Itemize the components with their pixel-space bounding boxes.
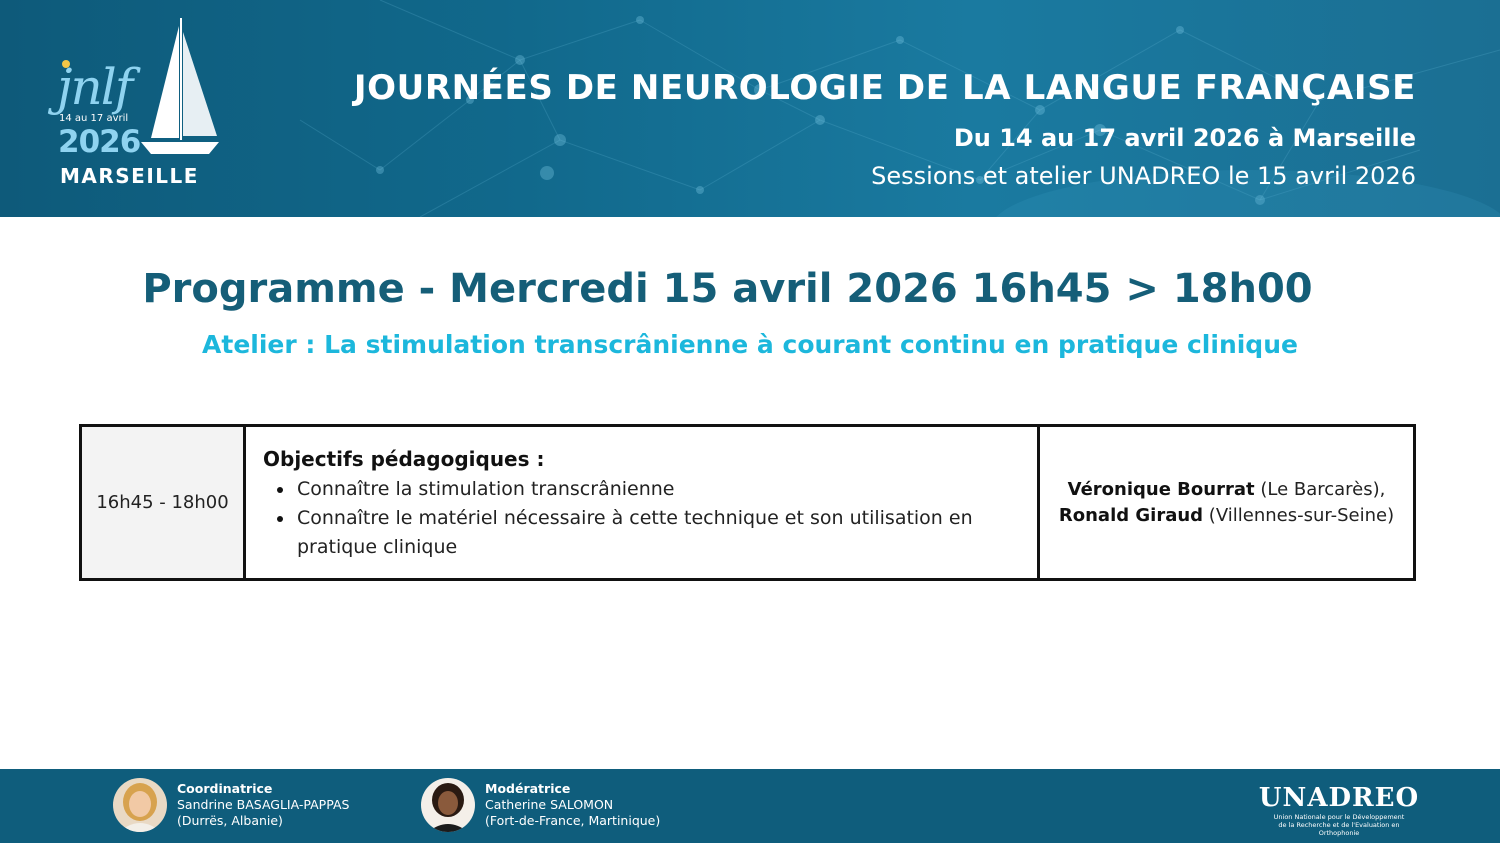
coordinator-place: (Durrës, Albanie) (177, 813, 283, 828)
objectives-list (263, 475, 1037, 562)
coordinator-block (113, 777, 349, 833)
unadreo-logo (1258, 783, 1420, 837)
speaker-name: Ronald Giraud (1058, 504, 1204, 526)
avatar (421, 778, 475, 832)
moderator-role: Modératrice (485, 781, 571, 796)
objective-item: Connaître le matériel nécessaire à cette technique et son utilisation en pratique clinique (275, 504, 1015, 562)
moderator-block (421, 777, 660, 833)
avatar (113, 778, 167, 832)
programme-title: Programme - Mercredi 15 avril 2026 16h45 > 18h00 (142, 266, 1313, 312)
sailboat-icon (139, 18, 221, 160)
event-dates: Du 14 au 17 avril 2026 à Marseille (953, 124, 1416, 152)
org-name: UNADREO (1258, 783, 1420, 813)
logo-city: MARSEILLE (60, 164, 199, 188)
logo-year: 2026 (58, 124, 141, 160)
footer-bar (0, 769, 1500, 843)
objectives-cell (246, 427, 1040, 578)
time-slot: 16h45 - 18h00 (96, 492, 229, 513)
event-title: JOURNÉES DE NEUROLOGIE DE LA LANGUE FRANÇAISE (353, 68, 1416, 108)
speaker-place: (Villennes-sur-Seine) (1208, 504, 1395, 526)
speaker-name: Véronique Bourrat (1067, 478, 1255, 500)
time-cell (82, 427, 246, 578)
objective-item: Connaître la stimulation transcrânienne (275, 475, 1015, 504)
logo-brand: jnlf (57, 58, 132, 116)
moderator-name: Catherine SALOMON (485, 797, 614, 812)
speakers-cell (1040, 427, 1413, 578)
objectives-title: Objectifs pédagogiques : (263, 447, 545, 471)
org-line-1: Union Nationale pour le Développement (1273, 813, 1405, 821)
atelier-title: Atelier : La stimulation transcrânienne à courant continu en pratique clinique (202, 330, 1298, 359)
moderator-place: (Fort-de-France, Martinique) (485, 813, 661, 828)
speaker-1 (1068, 477, 1386, 503)
coordinator-name: Sandrine BASAGLIA-PAPPAS (177, 797, 350, 812)
speaker-2 (1059, 503, 1394, 529)
speaker-place: (Le Barcarès), (1260, 478, 1386, 500)
coordinator-role: Coordinatrice (177, 781, 273, 796)
logo-dates: 14 au 17 avril (59, 113, 129, 124)
programme-table (79, 424, 1416, 581)
org-line-2: de la Recherche et de l'Evaluation en Orthophonie (1278, 821, 1400, 837)
jnlf-logo (55, 18, 225, 190)
event-sessions: Sessions et atelier UNADREO le 15 avril 2026 (871, 162, 1416, 190)
header-banner (0, 0, 1500, 217)
